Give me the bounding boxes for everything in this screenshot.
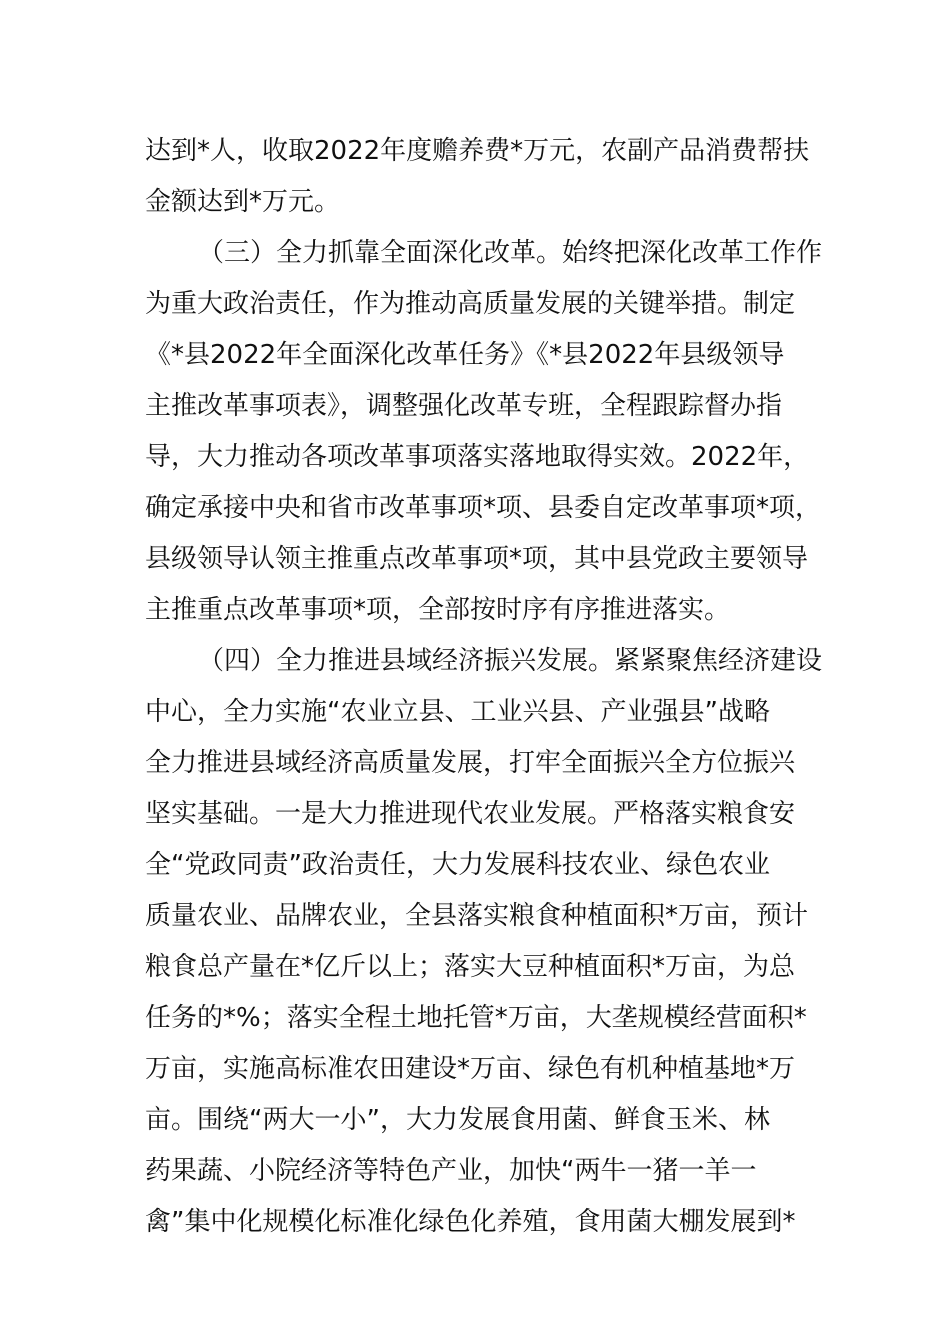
text-line: 达到*人，收取2022年度赡养费*万元，农副产品消费帮扶: [145, 136, 810, 166]
text-line: 《*县2022年全面深化改革任务》《*县2022年县级领导: [145, 340, 785, 370]
text-line: 中心，全力实施“农业立县、工业兴县、产业强县”战略: [145, 697, 770, 727]
text-line: 任务的*%；落实全程土地托管*万亩，大垄规模经营面积*: [145, 1003, 807, 1033]
text-line: 全力推进县域经济高质量发展，打牢全面振兴全方位振兴: [145, 748, 796, 778]
text-line: 导，大力推动各项改革事项落实落地取得实效。2022年，: [145, 442, 810, 472]
text-line: 万亩，实施高标准农田建设*万亩、绿色有机种植基地*万: [145, 1054, 796, 1084]
text-line: 禽”集中化规模化标准化绿色化养殖，食用菌大棚发展到*: [145, 1207, 796, 1237]
section-heading-line: （三）全力抓靠全面深化改革。始终把深化改革工作作: [198, 238, 823, 268]
text-line: 坚实基础。一是大力推进现代农业发展。严格落实粮食安: [145, 799, 796, 829]
text-line: 粮食总产量在*亿斤以上；落实大豆种植面积*万亩，为总: [145, 952, 796, 982]
text-line: 主推改革事项表》，调整强化改革专班，全程跟踪督办指: [145, 391, 783, 421]
text-line: 县级领导认领主推重点改革事项*项，其中县党政主要领导: [145, 544, 809, 574]
text-line: 确定承接中央和省市改革事项*项、县委自定改革事项*项，: [145, 493, 822, 523]
text-line: 质量农业、品牌农业，全县落实粮食种植面积*万亩，预计: [145, 901, 809, 931]
text-line: 亩。围绕“两大一小”，大力发展食用菌、鲜食玉米、林: [145, 1105, 770, 1135]
text-line: 药果蔬、小院经济等特色产业，加快“两牛一猪一羊一: [145, 1156, 757, 1186]
text-line: 全“党政同责”政治责任，大力发展科技农业、绿色农业: [145, 850, 770, 880]
text-line: 为重大政治责任，作为推动高质量发展的关键举措。制定: [145, 289, 796, 319]
text-line: 金额达到*万元。: [145, 187, 341, 217]
section-heading-line: （四）全力推进县域经济振兴发展。紧紧聚焦经济建设: [198, 646, 823, 676]
text-line: 主推重点改革事项*项，全部按时序有序推进落实。: [145, 595, 731, 625]
